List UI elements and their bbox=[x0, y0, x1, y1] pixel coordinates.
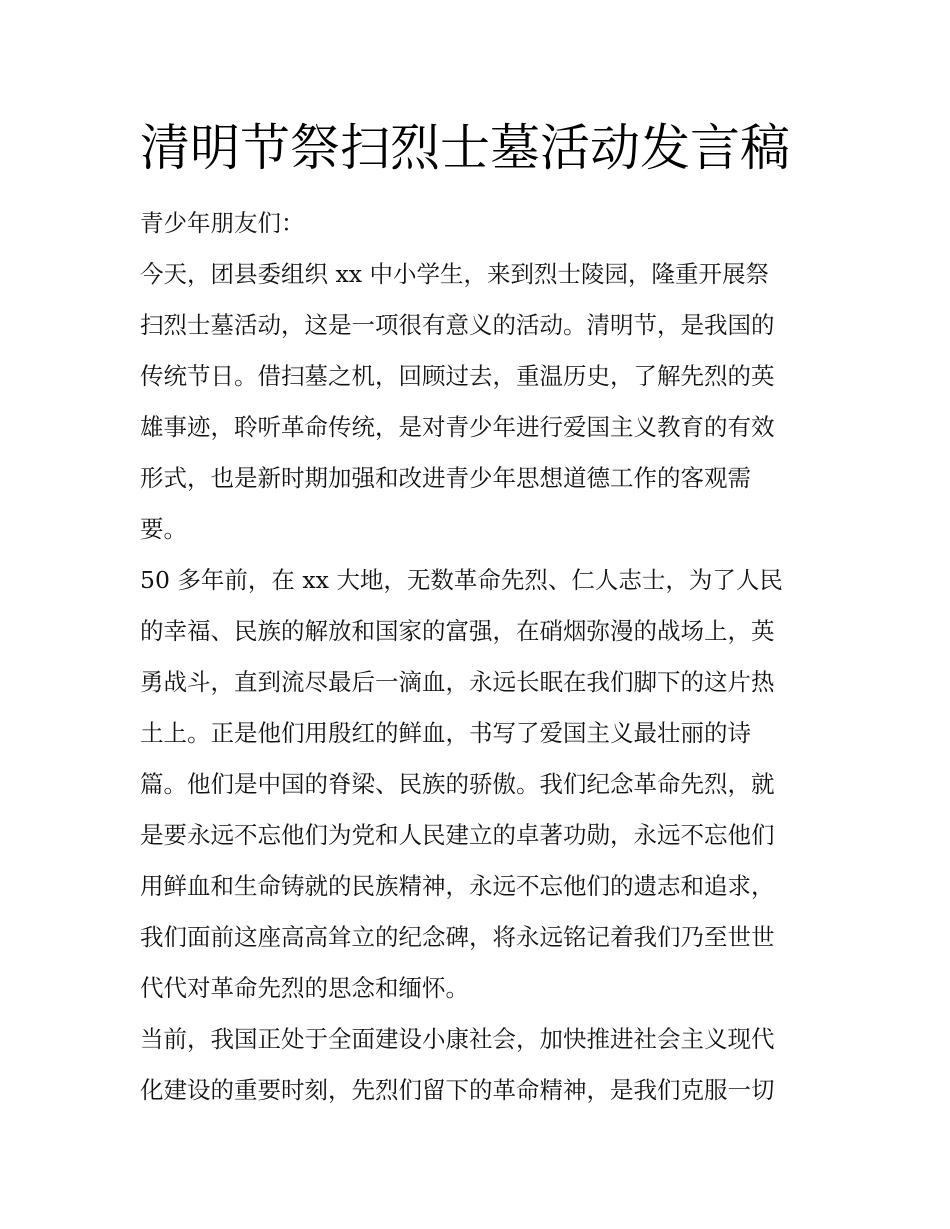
text-line: 当前，我国正处于全面建设小康社会，加快推进社会主义现代 bbox=[140, 1025, 775, 1053]
document-body bbox=[140, 198, 820, 1116]
text-line: 50 多年前，在 xx 大地，无数革命先烈、仁人志士，为了人民 bbox=[140, 566, 783, 594]
text-line: 化建设的重要时刻，先烈们留下的革命精神，是我们克服一切 bbox=[140, 1076, 775, 1104]
text-line: 传统节日。借扫墓之机，回顾过去，重温历史，了解先烈的英 bbox=[140, 362, 775, 390]
text-line: 今天，团县委组织 xx 中小学生，来到烈士陵园，隆重开展祭 bbox=[140, 260, 769, 288]
text-line: 的幸福、民族的解放和国家的富强，在硝烟弥漫的战场上，英 bbox=[140, 617, 775, 645]
text-line: 用鲜血和生命铸就的民族精神，永远不忘他们的遗志和追求， bbox=[140, 872, 775, 900]
text-line: 雄事迹，聆听革命传统，是对青少年进行爱国主义教育的有效 bbox=[140, 413, 775, 441]
text-line: 形式，也是新时期加强和改进青少年思想道德工作的客观需 bbox=[140, 464, 751, 492]
text-line: 扫烈士墓活动，这是一项很有意义的活动。清明节，是我国的 bbox=[140, 311, 775, 339]
text-line: 代代对革命先烈的思念和缅怀。 bbox=[140, 974, 469, 1002]
text-line: 土上。正是他们用殷红的鲜血，书写了爱国主义最壮丽的诗 bbox=[140, 719, 751, 747]
text-line: 是要永远不忘他们为党和人民建立的卓著功勋，永远不忘他们 bbox=[140, 821, 775, 849]
document-title: 清明节祭扫烈士墓活动发言稿 bbox=[140, 119, 790, 177]
text-line: 篇。他们是中国的脊梁、民族的骄傲。我们纪念革命先烈，就 bbox=[140, 770, 775, 798]
text-line: 我们面前这座高高耸立的纪念碑，将永远铭记着我们乃至世世 bbox=[140, 923, 775, 951]
text-line: 勇战斗，直到流尽最后一滴血，永远长眠在我们脚下的这片热 bbox=[140, 668, 775, 696]
text-line: 青少年朋友们： bbox=[140, 209, 305, 237]
text-line: 要。 bbox=[140, 515, 187, 543]
